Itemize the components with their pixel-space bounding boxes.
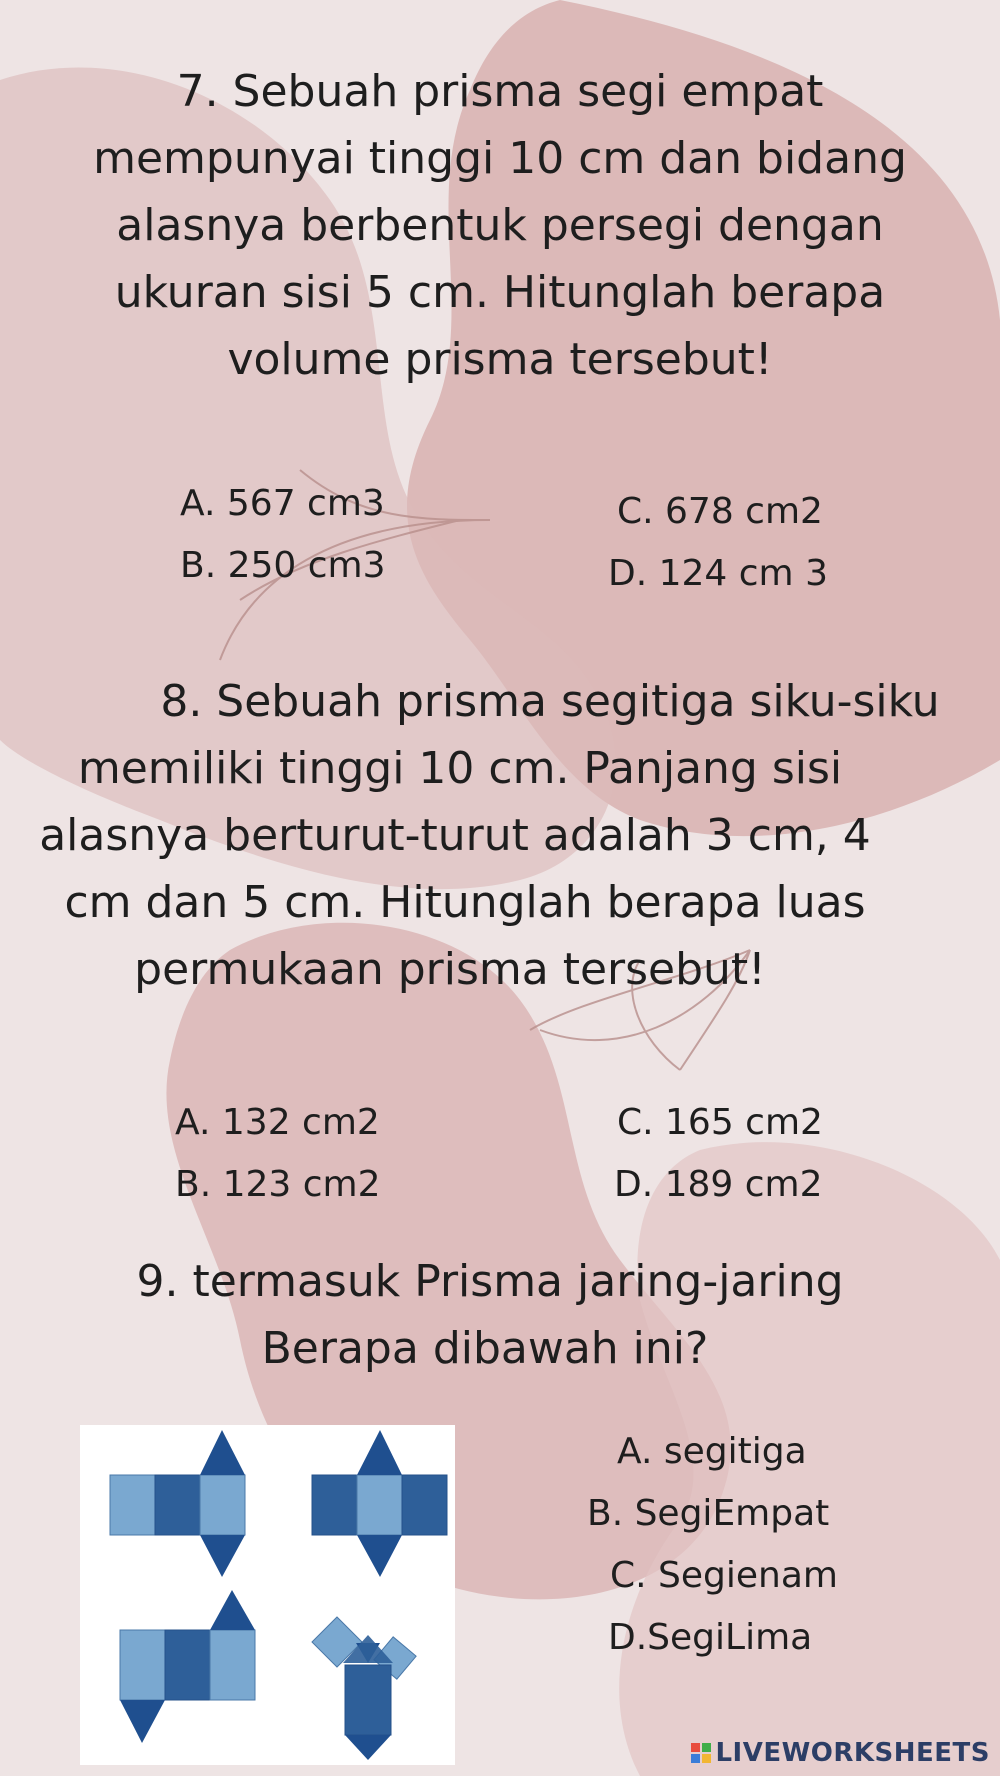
q7-option-d[interactable]: D. 124 cm 3 [608, 553, 828, 594]
q7-option-c[interactable]: C. 678 cm2 [617, 491, 823, 532]
question-8-line-3: alasnya berturut-turut adalah 3 cm, 4 [39, 810, 871, 861]
q8-option-d[interactable]: D. 189 cm2 [614, 1164, 823, 1205]
question-8 [0, 668, 1000, 1003]
q9-option-a[interactable]: A. segitiga [617, 1431, 807, 1472]
question-8-line-4: cm dan 5 cm. Hitunglah berapa luas [64, 877, 866, 928]
q7-option-b[interactable]: B. 250 cm3 [180, 545, 386, 586]
question-9 [0, 1248, 1000, 1382]
prism-net-1 [110, 1430, 245, 1577]
question-7 [0, 58, 1000, 393]
q8-option-a[interactable]: A. 132 cm2 [175, 1102, 380, 1143]
q9-option-c[interactable]: C. Segienam [610, 1555, 838, 1596]
liveworksheets-logo-icon [691, 1743, 711, 1763]
question-9-line-1: 9. termasuk Prisma jaring-jaring [136, 1256, 844, 1307]
q7-option-a[interactable]: A. 567 cm3 [180, 483, 385, 524]
question-8-line-1: 8. Sebuah prisma segitiga siku-siku [160, 676, 940, 727]
question-8-line-2: memiliki tinggi 10 cm. Panjang sisi [77, 743, 843, 794]
question-7-line-2: mempunyai tinggi 10 cm dan bidang [93, 133, 907, 184]
prism-net-2 [312, 1430, 447, 1577]
prism-net-4 [312, 1617, 416, 1760]
brand-text: LIVEWORKSHEETS [715, 1738, 990, 1768]
question-7-line-1: 7. Sebuah prisma segi empat [176, 66, 824, 117]
liveworksheets-brand[interactable] [691, 1738, 990, 1768]
q9-option-d[interactable]: D.SegiLima [608, 1617, 813, 1658]
question-7-line-5: volume prisma tersebut! [227, 334, 773, 385]
q8-option-b[interactable]: B. 123 cm2 [175, 1164, 381, 1205]
prism-net-3 [120, 1590, 255, 1743]
prism-nets-illustration [80, 1425, 455, 1765]
question-7-line-3: alasnya berbentuk persegi dengan [116, 200, 884, 251]
question-7-line-4: ukuran sisi 5 cm. Hitunglah berapa [114, 267, 886, 318]
question-9-line-2: Berapa dibawah ini? [261, 1323, 709, 1374]
q9-option-b[interactable]: B. SegiEmpat [587, 1493, 830, 1534]
q8-option-c[interactable]: C. 165 cm2 [617, 1102, 823, 1143]
question-8-line-5: permukaan prisma tersebut! [134, 944, 766, 995]
